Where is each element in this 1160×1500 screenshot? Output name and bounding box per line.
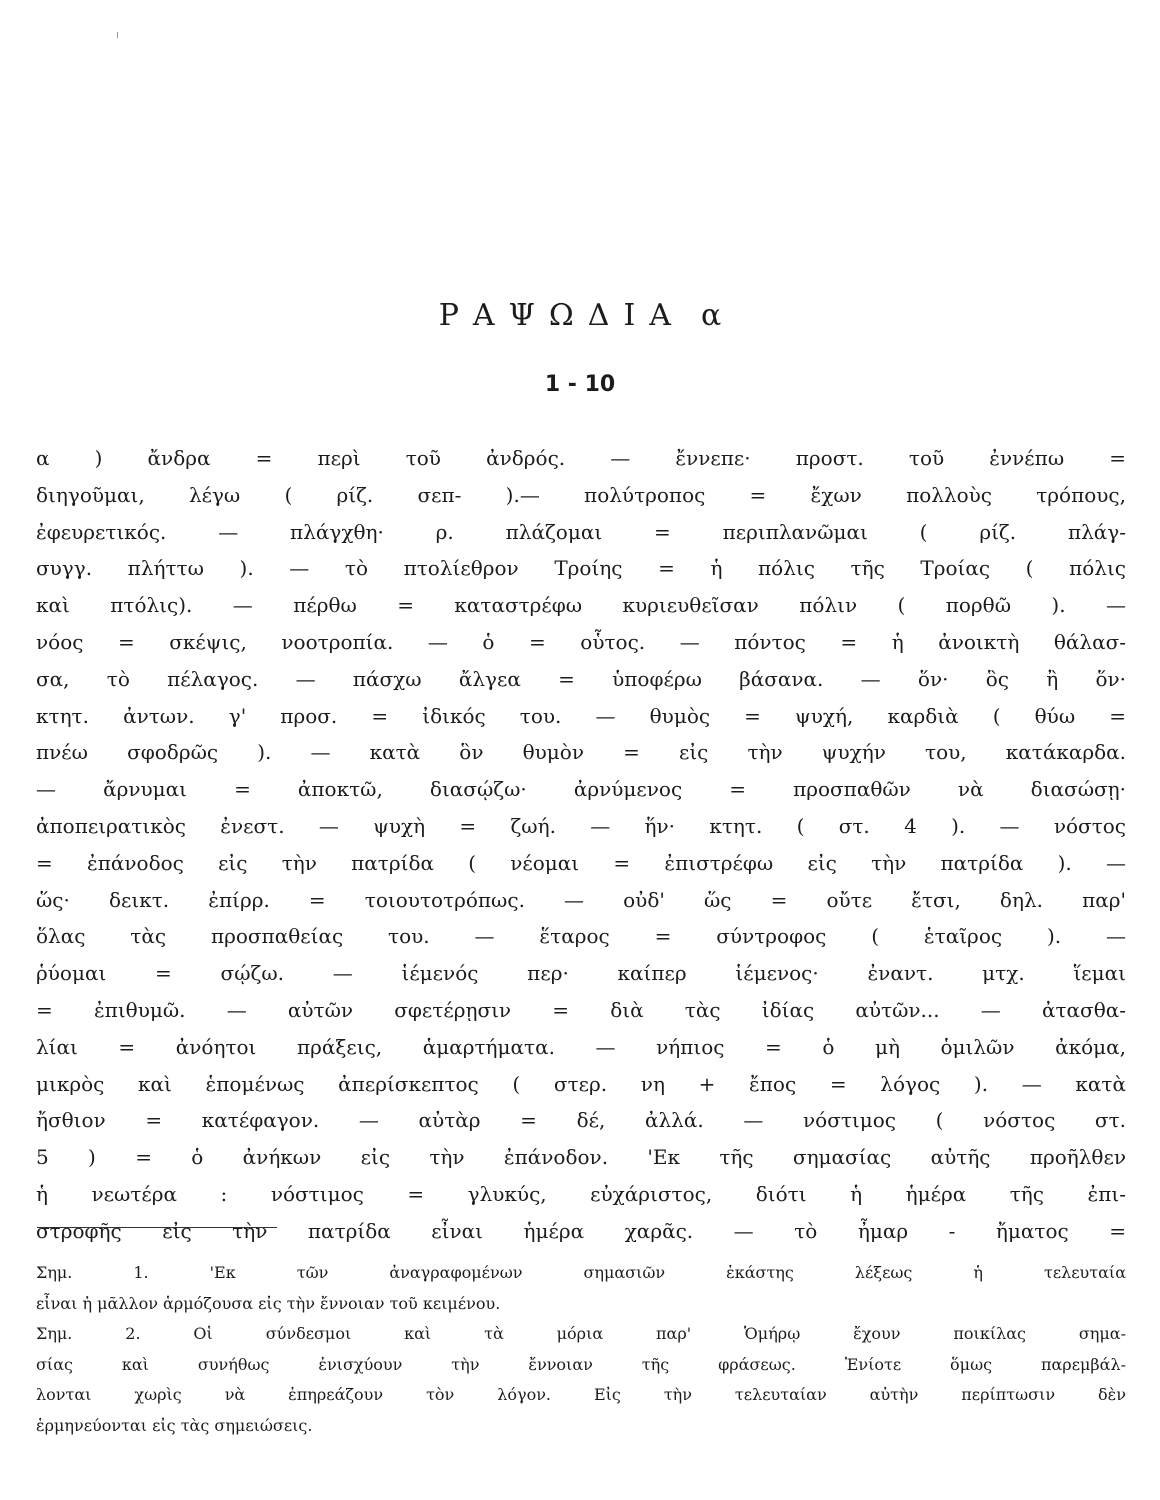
commentary-line: ἡ νεωτέρα : νόστιμος = γλυκύς, εὐχάριστος, διότι ἡ ἡμέρα τῆς ἐπι-	[36, 1181, 1126, 1206]
scan-mark	[117, 32, 122, 38]
commentary-line: κτητ. ἀντων. γ' προσ. = ἰδικός του. — θυμὸς = ψυχή, καρδιὰ ( θύω =	[36, 703, 1126, 728]
commentary-line: σα, τὸ πέλαγος. — πάσχω ἄλγεα = ὑποφέρω βάσανα. — ὅν· ὃς ἢ ὅν·	[36, 666, 1126, 691]
commentary-line: συγγ. πλήττω ). — τὸ πτολίεθρον Τροίης = ἡ πόλις τῆς Τροίας ( πόλις	[36, 556, 1126, 581]
commentary-line: ἀποπειρατικὸς ἐνεστ. — ψυχὴ = ζωή. — ἥν· κτητ. ( στ. 4 ). — νόστος	[36, 813, 1126, 838]
chapter-title-letter: α	[700, 298, 722, 333]
commentary-line: καὶ πτόλις). — πέρθω = καταστρέφω κυριευθεῖσαν πόλιν ( πορθῶ ). —	[36, 593, 1126, 618]
footnote-line: Σημ. 2. Οἱ σύνδεσμοι καὶ τὰ μόρια παρ' Ὁμήρῳ ἔχουν ποικίλας σημα-	[36, 1324, 1126, 1344]
commentary-line: νόος = σκέψις, νοοτροπία. — ὁ = οὗτος. — πόντος = ἡ ἀνοικτὴ θάλασ-	[36, 629, 1126, 654]
chapter-title-text: ΡΑΨΩΔΙΑ	[438, 298, 685, 333]
commentary-line: α ) ἄνδρα = περὶ τοῦ ἀνδρός. — ἔννεπε· προστ. τοῦ ἐννέπω =	[36, 446, 1126, 470]
footnote-line: ἑρμηνεύονται εἰς τὰς σημειώσεις.	[36, 1415, 313, 1435]
commentary-line: — ἄρνυμαι = ἀποκτῶ, διασῴζω· ἀρνύμενος = προσπαθῶν νὰ διασώσῃ·	[36, 777, 1126, 802]
commentary-line: ὅλας τὰς προσπαθείας του. — ἕταρος = σύντροφος ( ἑταῖρος ). —	[36, 924, 1126, 949]
footnotes	[36, 1258, 1126, 1442]
commentary-line: ὥς· δεικτ. ἐπίρρ. = τοιουτοτρόπως. — οὐδ' ὥς = οὔτε ἔτσι, δηλ. παρ'	[36, 887, 1126, 912]
commentary-line: στροφῆς εἰς τὴν πατρίδα εἶναι ἡμέρα χαρᾶς. — τὸ ἦμαρ - ἤματος =	[36, 1218, 1126, 1243]
commentary-line: ἤσθιον = κατέφαγον. — αὐτὰρ = δέ, ἀλλά. — νόστιμος ( νόστος στ.	[36, 1108, 1126, 1133]
commentary-line: μικρὸς καὶ ἑπομένως ἀπερίσκεπτος ( στερ. νη + ἔπος = λόγος ). — κατὰ	[36, 1071, 1126, 1096]
commentary-line: = ἐπιθυμῶ. — αὐτῶν σφετέρῃσιν = διὰ τὰς ἰδίας αὐτῶν... — ἀτασθα-	[36, 997, 1126, 1022]
commentary-line: ῥύομαι = σῴζω. — ἱέμενός περ· καίπερ ἱέμενος· ἐναντ. μτχ. ἵεμαι	[36, 961, 1126, 986]
commentary-line: λίαι = ἀνόητοι πράξεις, ἁμαρτήματα. — νήπιος = ὁ μὴ ὁμιλῶν ἀκόμα,	[36, 1034, 1126, 1059]
footnote-line: σίας καὶ συνήθως ἐνισχύουν τὴν ἔννοιαν τῆς φράσεως. Ἐνίοτε ὅμως παρεμβάλ-	[36, 1354, 1126, 1374]
commentary-line: πνέω σφοδρῶς ). — κατὰ ὃν θυμὸν = εἰς τὴν ψυχήν του, κατάκαρδα.	[36, 740, 1126, 765]
footnote-line: Σημ. 1. 'Εκ τῶν ἀναγραφομένων σημασιῶν ἑκάστης λέξεως ἡ τελευταία	[36, 1263, 1126, 1282]
footnote-line: λονται χωρὶς νὰ ἐπηρεάζουν τὸν λόγον. Εἰς τὴν τελευταίαν αὐτὴν περίπτωσιν δὲν	[36, 1385, 1126, 1405]
chapter-title	[0, 298, 1160, 333]
commentary-line: ἐφευρετικός. — πλάγχθη· ρ. πλάζομαι = περιπλανῶμαι ( ρίζ. πλάγ-	[36, 519, 1126, 544]
footnote-line: εἶναι ἡ μᾶλλον ἁρμόζουσα εἰς τὴν ἔννοιαν τοῦ κειμένου.	[36, 1293, 501, 1313]
footnote-divider	[37, 1227, 277, 1228]
commentary-line: = ἐπάνοδος εἰς τὴν πατρίδα ( νέομαι = ἐπιστρέφω εἰς τὴν πατρίδα ). —	[36, 850, 1126, 875]
commentary-body	[36, 440, 1126, 1250]
commentary-line: διηγοῦμαι, λέγω ( ρίζ. σεπ- ).— πολύτροπος = ἔχων πολλοὺς τρόπους,	[36, 482, 1126, 507]
verse-range: 1 - 10	[544, 372, 616, 397]
commentary-line: 5 ) = ὁ ἀνήκων εἰς τὴν ἐπάνοδον. 'Εκ τῆς σημασίας αὐτῆς προῆλθεν	[36, 1145, 1126, 1170]
